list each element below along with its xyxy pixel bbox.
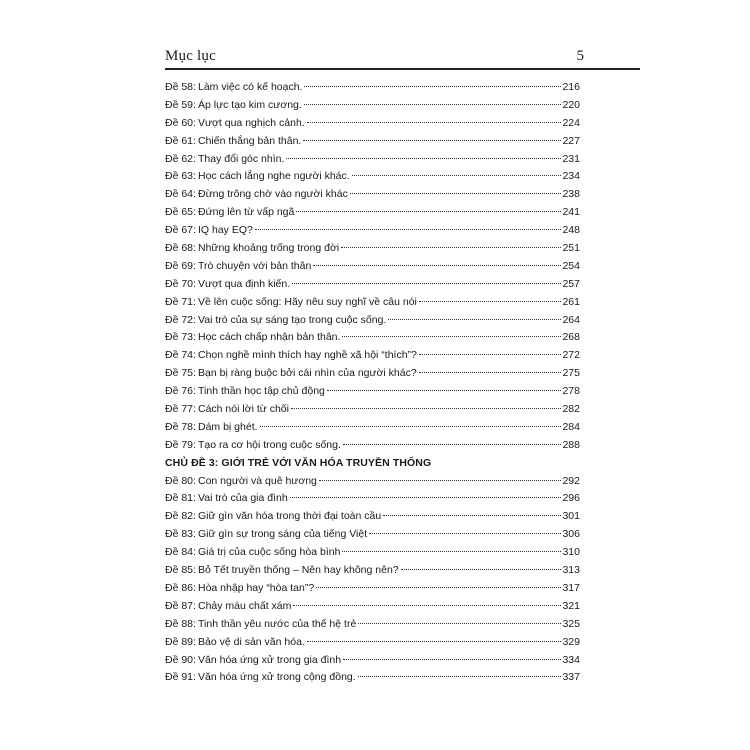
toc-entry-title: Vai trò của gia đình <box>198 492 288 505</box>
toc-entry-page: 313 <box>562 564 580 577</box>
toc-entry-label: Đề 68: <box>165 242 196 255</box>
toc-entry-title: Bảo vệ di sản văn hóa. <box>198 635 305 648</box>
toc-entry-label: Đề 83: <box>165 528 196 541</box>
toc-entry-page: 301 <box>562 510 580 523</box>
toc-entry-title: Chiến thắng bản thân. <box>198 134 302 147</box>
toc-entry <box>165 365 580 383</box>
toc-entry-page: 238 <box>562 188 580 201</box>
toc-entry-page: 224 <box>562 116 580 129</box>
dot-leader <box>319 480 562 481</box>
page-header <box>165 48 640 70</box>
toc-entry-title: Dám bị ghét. <box>198 420 258 433</box>
dot-leader <box>343 659 561 660</box>
toc-entry-title: Bạn bị ràng buộc bởi cái nhìn của người khác? <box>198 367 417 380</box>
toc-entry-title: Tạo ra cơ hội trong cuộc sống. <box>198 438 341 451</box>
toc-entry-label: Đề 62: <box>165 152 196 165</box>
dot-leader <box>352 175 562 176</box>
toc-entry <box>165 79 580 97</box>
toc-entry <box>165 473 580 491</box>
toc-entry-label: Đề 76: <box>165 385 196 398</box>
toc-entry-label: Đề 69: <box>165 259 196 272</box>
toc-entry-page: 317 <box>562 581 580 594</box>
dot-leader <box>419 354 562 355</box>
toc-entry <box>165 419 580 437</box>
toc-entry-page: 278 <box>562 385 580 398</box>
toc-entry-label: Đề 61: <box>165 134 196 147</box>
toc-entry-page: 251 <box>562 242 580 255</box>
toc-entry <box>165 383 580 401</box>
dot-leader <box>316 587 561 588</box>
toc-entry-label: Đề 87: <box>165 599 196 612</box>
toc-entry <box>165 133 580 151</box>
toc-entry-page: 321 <box>562 599 580 612</box>
header-rule <box>165 68 640 70</box>
toc-entry-page: 254 <box>562 259 580 272</box>
toc-entry-page: 284 <box>562 420 580 433</box>
toc-entry-label: Đề 75: <box>165 367 196 380</box>
dot-leader <box>358 623 561 624</box>
toc-entry-label: Đề 59: <box>165 98 196 111</box>
dot-leader <box>293 605 561 606</box>
toc-entry <box>165 490 580 508</box>
dot-leader <box>313 265 561 266</box>
toc-entry-page: 310 <box>562 546 580 559</box>
toc-entry-title: Làm việc có kế hoạch. <box>198 81 303 93</box>
toc-entry <box>165 347 580 365</box>
toc-entry-page: 275 <box>562 367 580 380</box>
dot-leader <box>286 158 561 159</box>
toc-entry-page: 329 <box>562 635 580 648</box>
toc-entry-page: 248 <box>562 224 580 237</box>
toc-entry <box>165 598 580 616</box>
toc-entry-label: Đề 78: <box>165 420 196 433</box>
toc-entry-label: Đề 64: <box>165 188 196 201</box>
table-of-contents <box>165 79 580 687</box>
toc-entry-title: Hòa nhập hay “hòa tan”? <box>198 581 315 594</box>
toc-entry-page: 227 <box>562 134 580 147</box>
toc-entry-page: 231 <box>562 152 580 165</box>
toc-entry-label: Đề 81: <box>165 492 196 505</box>
toc-entry-label: Đề 85: <box>165 564 196 577</box>
toc-entry-label: Đề 60: <box>165 116 196 129</box>
dot-leader <box>303 140 561 141</box>
toc-entry <box>165 240 580 258</box>
toc-entry <box>165 616 580 634</box>
toc-entry-title: Học cách chấp nhận bản thân. <box>198 331 341 344</box>
toc-entry-page: 216 <box>562 81 580 93</box>
toc-entry-page: 268 <box>562 331 580 344</box>
toc-entry-title: Giữ gìn sự trong sáng của tiếng Việt <box>198 528 368 541</box>
toc-entry-title: Giữ gìn văn hóa trong thời đại toàn cầu <box>198 510 382 523</box>
toc-entry <box>165 312 580 330</box>
toc-entry-page: 234 <box>562 170 580 183</box>
dot-leader <box>290 497 562 498</box>
toc-entry-page: 296 <box>562 492 580 505</box>
toc-entry-label: Đề 58: <box>165 81 196 93</box>
dot-leader <box>327 390 562 391</box>
toc-entry-label: Đề 80: <box>165 474 196 487</box>
toc-entry-title: Văn hóa ứng xử trong cộng đồng. <box>198 671 356 684</box>
toc-entry-label: Đề 63: <box>165 170 196 183</box>
toc-entry <box>165 652 580 670</box>
toc-entry <box>165 168 580 186</box>
toc-entry-title: Con người và quê hương <box>198 474 317 487</box>
toc-entry-page: 272 <box>562 349 580 362</box>
toc-entry-page: 334 <box>562 653 580 666</box>
toc-entry <box>165 186 580 204</box>
toc-entry-title: Bỏ Tết truyền thống – Nên hay không nên? <box>198 564 399 577</box>
toc-entry-label: Đề 77: <box>165 403 196 416</box>
toc-entry-label: Đề 79: <box>165 438 196 451</box>
dot-leader <box>358 676 562 677</box>
toc-entry <box>165 526 580 544</box>
toc-entry-page: 257 <box>562 277 580 290</box>
toc-entry-page: 220 <box>562 98 580 111</box>
toc-entry <box>165 97 580 115</box>
dot-leader <box>304 104 562 105</box>
dot-leader <box>369 533 561 534</box>
dot-leader <box>304 86 561 87</box>
toc-entry-title: Đứng lên từ vấp ngã <box>198 206 295 219</box>
toc-entry-title: Vai trò của sự sáng tạo trong cuộc sống. <box>198 313 387 326</box>
toc-entry-page: 292 <box>562 474 580 487</box>
toc-entry-page: 261 <box>562 295 580 308</box>
toc-entry-page: 282 <box>562 403 580 416</box>
toc-entry-page: 306 <box>562 528 580 541</box>
dot-leader <box>260 426 562 427</box>
toc-entry <box>165 204 580 222</box>
toc-entry-title: Trò chuyện với bản thân <box>198 259 312 272</box>
toc-entry <box>165 437 580 455</box>
dot-leader <box>307 641 562 642</box>
toc-entry-label: Đề 67: <box>165 224 196 237</box>
toc-entry <box>165 222 580 240</box>
toc-entry-title: Cách nói lời từ chối <box>198 403 289 416</box>
toc-entry-label: Đề 84: <box>165 546 196 559</box>
toc-entry-title: Áp lực tạo kim cương. <box>198 98 302 111</box>
toc-entry-page: 288 <box>562 438 580 451</box>
toc-entry-label: Đề 71: <box>165 295 196 308</box>
dot-leader <box>342 551 561 552</box>
dot-leader <box>341 247 561 248</box>
toc-entry-label: Đề 89: <box>165 635 196 648</box>
dot-leader <box>388 319 561 320</box>
toc-entry <box>165 329 580 347</box>
toc-entry-title: Vượt qua định kiến. <box>198 277 291 290</box>
toc-entry-page: 241 <box>562 206 580 219</box>
dot-leader <box>296 211 561 212</box>
dot-leader <box>401 569 562 570</box>
page-number: 5 <box>576 48 584 64</box>
toc-entry <box>165 151 580 169</box>
toc-entry-title: Chảy máu chất xám <box>198 599 292 612</box>
dot-leader <box>255 229 562 230</box>
toc-entry-label: Đề 74: <box>165 349 196 362</box>
toc-entry-title: Chọn nghề mình thích hay nghề xã hội “thích”? <box>198 349 417 362</box>
dot-leader <box>383 515 561 516</box>
toc-entry <box>165 562 580 580</box>
dot-leader <box>343 444 562 445</box>
dot-leader <box>419 301 562 302</box>
toc-entry <box>165 580 580 598</box>
toc-entry <box>165 276 580 294</box>
dot-leader <box>419 372 562 373</box>
toc-entry-title: IQ hay EQ? <box>198 224 253 237</box>
toc-entry <box>165 401 580 419</box>
toc-entry-label: Đề 65: <box>165 206 196 219</box>
toc-entry <box>165 115 580 133</box>
toc-entry <box>165 508 580 526</box>
dot-leader <box>291 408 562 409</box>
toc-entry-title: Văn hóa ứng xử trong gia đình <box>198 653 342 666</box>
toc-entry-page: 337 <box>562 671 580 684</box>
toc-entry-title: Về lên cuộc sống: Hãy nêu suy nghĩ về câu nói <box>198 295 417 308</box>
section-heading: CHỦ ĐỀ 3: GIỚI TRẺ VỚI VĂN HÓA TRUYỀN THỐNG <box>165 456 432 469</box>
toc-entry-label: Đề 88: <box>165 617 196 630</box>
running-title: Mục lục <box>165 48 216 64</box>
toc-entry-label: Đề 70: <box>165 277 196 290</box>
dot-leader <box>350 193 562 194</box>
toc-entry-title: Vượt qua nghịch cảnh. <box>198 116 305 129</box>
toc-entry-title: Đừng trông chờ vào người khác <box>198 188 348 201</box>
dot-leader <box>342 336 561 337</box>
toc-entry <box>165 634 580 652</box>
toc-entry <box>165 258 580 276</box>
toc-entry-label: Đề 82: <box>165 510 196 523</box>
toc-entry-label: Đề 91: <box>165 671 196 684</box>
toc-entry <box>165 669 580 687</box>
toc-entry-title: Tinh thần học tập chủ động <box>198 385 325 398</box>
toc-entry-label: Đề 73: <box>165 331 196 344</box>
toc-entry-title: Học cách lắng nghe người khác. <box>198 170 350 183</box>
toc-entry-title: Tinh thần yêu nước của thế hệ trẻ <box>198 617 357 630</box>
toc-entry-page: 325 <box>562 617 580 630</box>
toc-entry-page: 264 <box>562 313 580 326</box>
toc-entry <box>165 544 580 562</box>
toc-entry <box>165 294 580 312</box>
toc-entry-label: Đề 90: <box>165 653 196 666</box>
toc-entry-title: Những khoảng trống trong đời <box>198 242 340 255</box>
dot-leader <box>292 283 561 284</box>
toc-entry-title: Thay đổi góc nhìn. <box>198 152 285 165</box>
toc-entry-label: Đề 86: <box>165 581 196 594</box>
toc-entry-label: Đề 72: <box>165 313 196 326</box>
toc-entry-title: Giá trị của cuộc sống hòa bình <box>198 546 341 559</box>
dot-leader <box>307 122 562 123</box>
